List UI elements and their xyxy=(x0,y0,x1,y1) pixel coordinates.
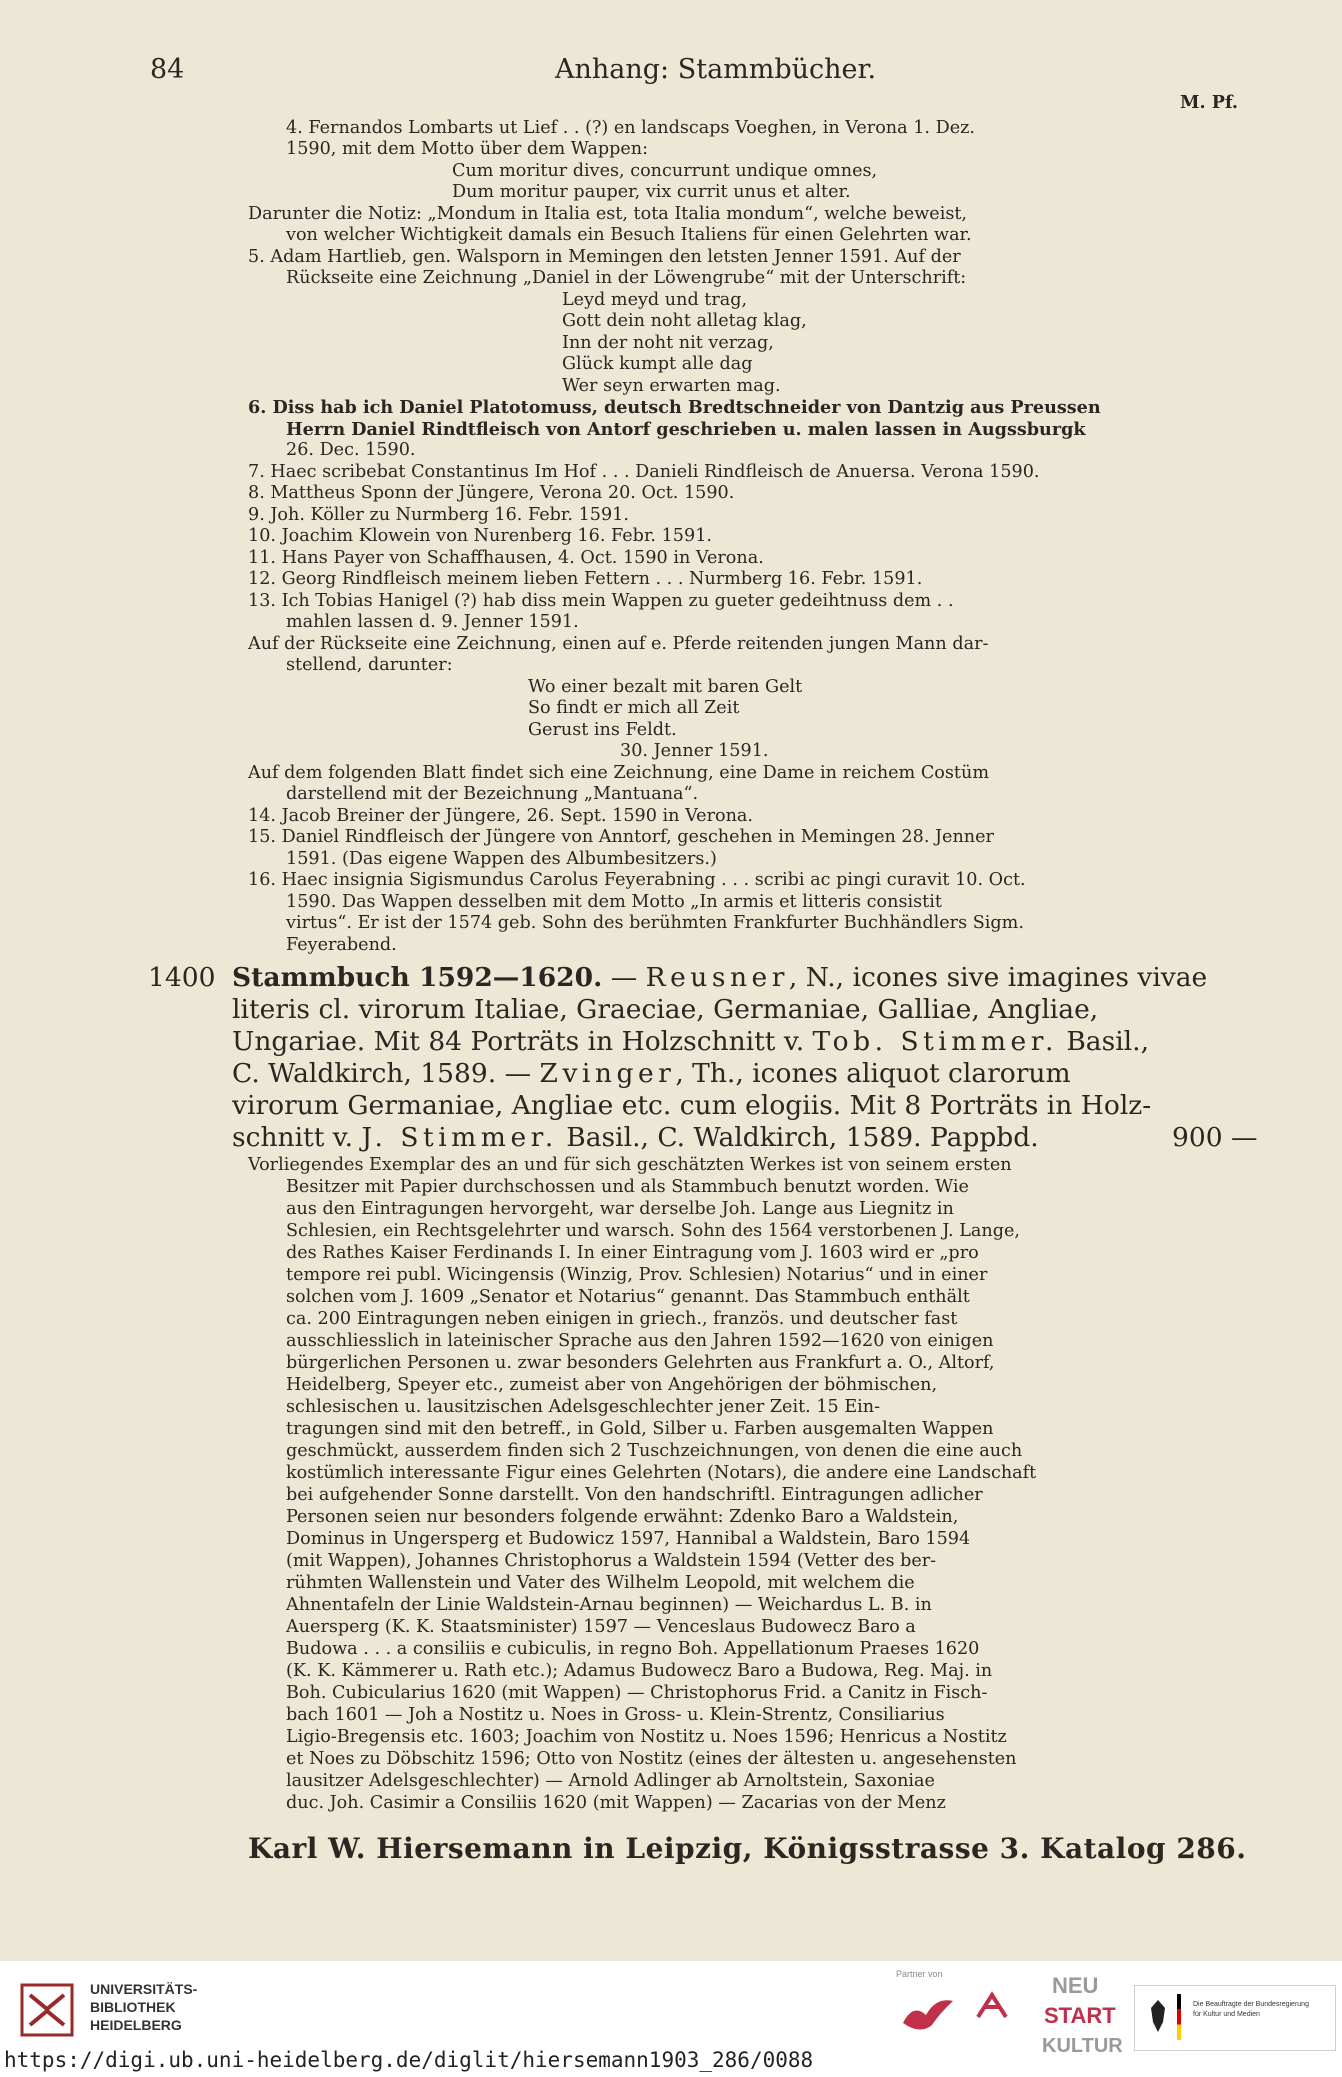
neustart-line: START xyxy=(1044,2003,1116,2028)
text-line: 1590, mit dem Motto über dem Wappen: xyxy=(286,139,649,159)
text-line: Darunter die Notiz: „Mondum in Italia est, tota Italia mondum“, welche beweist, xyxy=(248,204,968,224)
text-line: bei aufgehender Sonne darstellt. Von den handschriftl. Eintragungen adlicher xyxy=(286,1485,983,1505)
page-number: 84 xyxy=(150,54,185,85)
verse-line: Wo einer bezalt mit baren Gelt xyxy=(528,677,803,697)
federal-eagle-icon xyxy=(1145,1996,1171,2036)
text-line: Ahnentafeln der Linie Waldstein-Arnau beginnen) — Weichardus L. B. in xyxy=(286,1595,932,1615)
text-line: solchen vom J. 1609 „Senator et Notarius“ genannt. Das Stammbuch enthält xyxy=(286,1287,970,1307)
text-line: rühmten Wallenstein und Vater des Wilhelm Leopold, mit welchem die xyxy=(286,1573,915,1593)
verse-line: Glück kumpt alle dag xyxy=(562,354,753,374)
text-line: Dominus in Ungersperg et Budowicz 1597, Hannibal a Waldstein, Baro 1594 xyxy=(286,1529,971,1549)
text-line: Auersperg (K. K. Staatsminister) 1597 — Venceslaus Budowecz Baro a xyxy=(286,1617,916,1637)
text-line: 1591. (Das eigene Wappen des Albumbesitzers.) xyxy=(286,849,717,869)
text-line: tragungen sind mit den betreff., in Gold, Silber u. Farben ausgemalten Wappen xyxy=(286,1419,994,1439)
text-line: Ligio-Bregensis etc. 1603; Joachim von Nostitz u. Noes 1596; Henricus a Nostitz xyxy=(286,1727,1007,1747)
text-line: et Noes zu Döbschitz 1596; Otto von Nostitz (eines der ältesten u. angesehensten xyxy=(286,1749,1017,1769)
partner-label: Partner von xyxy=(896,1969,943,1979)
text-line: Cum moritur dives, concurrunt undique omnes, xyxy=(452,161,878,181)
section-mark: M. Pf. xyxy=(1180,92,1239,113)
entry-title-line: Ungariae. Mit 84 Porträts in Holzschnitt v. Tob. Stimmer. Basil., xyxy=(232,1026,1149,1057)
text-line: kostümlich interessante Figur eines Gelehrten (Notars), die andere eine Landschaft xyxy=(286,1463,1037,1483)
text-line: Schlesien, ein Rechtsgelehrter und warsch. Sohn des 1564 verstorbenen J. Lange, xyxy=(286,1221,1020,1241)
running-title: Anhang: Stammbücher. xyxy=(555,54,877,85)
verse-line: Gott dein noht alletag klag, xyxy=(562,311,807,331)
text-line: lausitzer Adelsgeschlechter) — Arnold Adlinger ab Arnoltstein, Saxoniae xyxy=(286,1771,935,1791)
text-line: bach 1601 — Joh a Nostitz u. Noes in Gross- u. Klein-Strentz, Consiliarius xyxy=(286,1705,945,1725)
library-name-line: UNIVERSITÄTS- xyxy=(90,1981,198,1997)
text-line: Boh. Cubicularius 1620 (mit Wappen) — Christophorus Frid. a Canitz in Fisch- xyxy=(286,1683,988,1703)
text-line: mahlen lassen d. 9. Jenner 1591. xyxy=(286,612,579,632)
federal-culture-line: für Kultur und Medien xyxy=(1193,2011,1260,2018)
text-line: schlesischen u. lausitzischen Adelsgeschlechter jener Zeit. 15 Ein- xyxy=(286,1397,881,1417)
text-line: 11. Hans Payer von Schaffhausen, 4. Oct. 1590 in Verona. xyxy=(248,548,764,568)
entry-title-line: Stammbuch 1592—1620. — Reusner, N., icones sive imagines vivae xyxy=(232,962,1208,993)
flag-stripe xyxy=(1177,1994,1181,2040)
text-line: tempore rei publ. Wicingensis (Winzig, Prov. Schlesien) Notarius“ und in einer xyxy=(286,1265,988,1285)
federal-culture-logo[interactable] xyxy=(1134,1985,1336,2051)
text-line: des Rathes Kaiser Ferdinands I. In einer Eintragung vom J. 1603 wird er „pro xyxy=(286,1243,979,1263)
text-line: ca. 200 Eintragungen neben einigen in griech., französ. und deutscher fast xyxy=(286,1309,958,1329)
text-line: 12. Georg Rindfleisch meinem lieben Fettern . . . Nurmberg 16. Febr. 1591. xyxy=(248,569,923,589)
text-line: aus den Eintragungen hervorgeht, war derselbe Joh. Lange aus Liegnitz in xyxy=(286,1199,954,1219)
text-line: geschmückt, ausserdem finden sich 2 Tuschzeichnungen, von denen die eine auch xyxy=(286,1441,1023,1461)
text-line: 6. Diss hab ich Daniel Platotomuss, deutsch Bredtschneider von Dantzig aus Preussen xyxy=(248,397,1101,418)
text-line: Rückseite eine Zeichnung „Daniel in der Löwengrube“ mit der Unterschrift: xyxy=(286,268,967,288)
verse-line: So findt er mich all Zeit xyxy=(528,698,740,718)
author-name: Reusner xyxy=(645,962,789,993)
entry-title-line: virorum Germaniae, Angliae etc. cum elogiis. Mit 8 Porträts in Holz- xyxy=(232,1090,1152,1121)
text-line: 10. Joachim Klowein von Nurenberg 16. Febr. 1591. xyxy=(248,526,712,546)
text-line: Feyerabend. xyxy=(286,935,397,955)
text-line: bürgerlichen Personen u. zwar besonders Gelehrten aus Frankfurt a. O., Altorf, xyxy=(286,1353,995,1373)
text-line: von welcher Wichtigkeit damals ein Besuch Italiens für einen Gelehrten war. xyxy=(286,225,972,245)
neustart-line: KULTUR xyxy=(1042,2035,1123,2057)
entry-title-line: C. Waldkirch, 1589. — Zvinger, Th., icones aliquot clarorum xyxy=(232,1058,1071,1089)
verse-line: Inn der noht nit verzag, xyxy=(562,333,774,353)
text-line: Auf der Rückseite eine Zeichnung, einen auf e. Pferde reitenden jungen Mann dar- xyxy=(248,634,989,654)
neustart-line: NEU xyxy=(1052,1973,1099,1998)
text-line: Auf dem folgenden Blatt findet sich eine Zeichnung, eine Dame in reichem Costüm xyxy=(248,763,989,783)
verse-line: 30. Jenner 1591. xyxy=(620,741,769,761)
verse-line: Wer seyn erwarten mag. xyxy=(562,376,781,396)
university-library-logo[interactable] xyxy=(20,1983,74,2037)
lot-price: 900 — xyxy=(1172,1122,1258,1153)
entry-heading: Stammbuch 1592—1620. xyxy=(232,962,603,993)
text-line: ausschliesslich in lateinischer Sprache aus den Jahren 1592—1620 von einigen xyxy=(286,1331,994,1351)
entry-title-line: literis cl. virorum Italiae, Graeciae, Germaniae, Galliae, Angliae, xyxy=(232,994,1099,1025)
text-line: Besitzer mit Papier durchschossen und als Stammbuch benutzt worden. Wie xyxy=(286,1177,969,1197)
text-line: Personen seien nur besonders folgende erwähnt: Zdenko Baro a Waldstein, xyxy=(286,1507,959,1527)
text-line: Heidelberg, Speyer etc., zumeist aber von Angehörigen der böhmischen, xyxy=(286,1375,938,1395)
text-line: 5. Adam Hartlieb, gen. Walsporn in Memingen den letsten Jenner 1591. Auf der xyxy=(248,247,961,267)
text-line: 26. Dec. 1590. xyxy=(286,440,416,460)
verse-line: Gerust ins Feldt. xyxy=(528,720,677,740)
text-line: 8. Mattheus Sponn der Jüngere, Verona 20. Oct. 1590. xyxy=(248,483,735,503)
partner-mark-logo xyxy=(972,1987,1012,2027)
verse-line: Leyd meyd und trag, xyxy=(562,290,748,310)
author-name: Zvinger xyxy=(539,1058,676,1089)
text-line: stellend, darunter: xyxy=(286,655,453,675)
text-line: 9. Joh. Köller zu Nurmberg 16. Febr. 1591. xyxy=(248,505,629,525)
text-line: 7. Haec scribebat Constantinus Im Hof . . . Danieli Rindfleisch de Anuersa. Verona 1590. xyxy=(248,462,1040,482)
library-name-line: HEIDELBERG xyxy=(90,2017,182,2033)
text-line: 14. Jacob Breiner der Jüngere, 26. Sept. 1590 in Verona. xyxy=(248,806,754,826)
text-line: 1590. Das Wappen desselben mit dem Motto „In armis et litteris consistit xyxy=(286,892,942,912)
text-line: 4. Fernandos Lombarts ut Lief . . (?) en landscaps Voeghen, in Verona 1. Dez. xyxy=(286,118,975,138)
text-line: Vorliegendes Exemplar des an und für sich geschätzten Werkes ist von seinem ersten xyxy=(248,1155,1012,1175)
publisher-footer: Karl W. Hiersemann in Leipzig, Königsstrasse 3. Katalog 286. xyxy=(248,1832,1247,1865)
text-line: virtus“. Er ist der 1574 geb. Sohn des berühmten Frankfurter Buchhändlers Sigm. xyxy=(286,913,1024,933)
lot-number: 1400 xyxy=(148,962,216,993)
partner-bird-logo xyxy=(898,1983,958,2043)
text-line: Budowa . . . a consiliis e cubiculis, in regno Boh. Appellationum Praeses 1620 xyxy=(286,1639,980,1659)
neustart-kultur-logo[interactable] xyxy=(1042,1969,1123,2067)
federal-culture-line: Die Beauftragte der Bundesregierung xyxy=(1193,2001,1309,2008)
text-line: (mit Wappen), Johannes Christophorus a Waldstein 1594 (Vetter des ber- xyxy=(286,1551,937,1571)
text-line: (K. K. Kämmerer u. Rath etc.); Adamus Budowecz Baro a Budowa, Reg. Maj. in xyxy=(286,1661,993,1681)
text-line: 13. Ich Tobias Hanigel (?) hab diss mein Wappen zu gueter gedeihtnuss dem . . xyxy=(248,591,954,611)
text-line: darstellend mit der Bezeichnung „Mantuana“. xyxy=(286,784,699,804)
text-line: 15. Daniel Rindfleisch der Jüngere von Anntorf, geschehen in Memingen 28. Jenner xyxy=(248,827,994,847)
illustrator-name: J. Stimmer. xyxy=(361,1122,558,1153)
illustrator-name: Tob. Stimmer. xyxy=(812,1026,1058,1057)
text-line: duc. Joh. Casimir a Consiliis 1620 (mit Wappen) — Zacarias von der Menz xyxy=(286,1793,946,1813)
entry-title-line: schnitt v. J. Stimmer. Basil., C. Waldkirch, 1589. Pappbd. xyxy=(232,1122,1039,1153)
text-line: Herrn Daniel Rindtfleisch von Antorf geschrieben u. malen lassen in Augssburgk xyxy=(286,419,1086,440)
page-url[interactable]: https://digi.ub.uni-heidelberg.de/diglit/hiersemann1903_286/0088 xyxy=(0,2044,934,2076)
text-line: Dum moritur pauper, vix currit unus et alter. xyxy=(452,182,851,202)
library-name-line: BIBLIOTHEK xyxy=(90,1999,176,2015)
text-line: 16. Haec insignia Sigismundus Carolus Feyerabning . . . scribi ac pingi curavit 10. Oct. xyxy=(248,870,1026,890)
